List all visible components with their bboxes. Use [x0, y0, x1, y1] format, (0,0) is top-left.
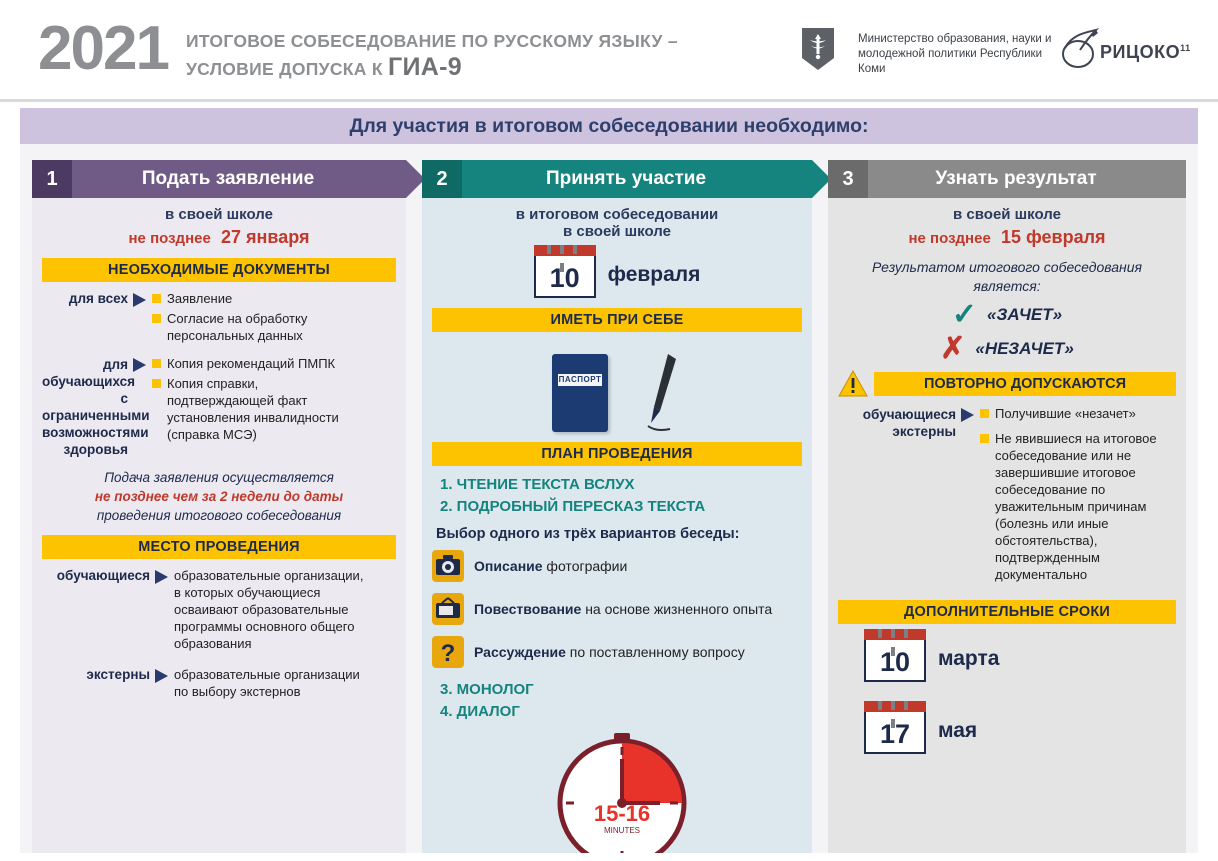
ricoko-label: РИЦОКО$^{11}$	[1100, 42, 1191, 62]
chevron-right-icon	[133, 293, 146, 307]
col3-retake-group	[838, 405, 1176, 586]
col1-note: Подача заявления осуществляется не позднее чем за 2 недели до даты проведения итогового собеседования	[94, 470, 344, 523]
col3-retake-items: Получившие «незачет» Не явившиеся на итоговое собеседование или не завершившие итоговое собеседование по уважительным причинам (болезнь или иные обстоятельства), подтвержденным документально	[980, 405, 1175, 586]
col1-group-all-items: Заявление Согласие на обработку персональных данных	[152, 290, 367, 347]
col3-extra-dates	[838, 636, 1176, 754]
bullet-square-icon	[980, 409, 989, 418]
col2-date-day: 10	[549, 263, 580, 293]
col3-verdict-fail	[838, 332, 1176, 365]
col2-option-description-text: Описание фотографии	[474, 558, 628, 574]
year-title: 2021	[38, 14, 168, 83]
header-divider	[0, 99, 1218, 102]
column-3-header	[828, 160, 1186, 198]
column-1	[32, 160, 406, 853]
clock-minutes-label: 15-16	[593, 801, 651, 826]
col2-plan-header: ПЛАН ПРОВЕДЕНИЯ	[432, 442, 802, 466]
question-icon	[432, 636, 464, 668]
col3-retake-header-row	[838, 370, 1176, 397]
col2-date	[432, 252, 802, 298]
col2-choose-header: Выбор одного из трёх вариантов беседы:	[436, 526, 740, 542]
cross-icon: ✗	[940, 332, 966, 365]
col3-extra-date-2-month: мая	[938, 719, 978, 742]
col2-option-narration-text: Повествование на основе жизненного опыта	[474, 601, 773, 617]
col2-plan-item-1: 1. ЧТЕНИЕ ТЕКСТА ВСЛУХ	[440, 476, 635, 493]
col1-place-students	[42, 567, 396, 652]
col2-option-narration	[432, 593, 802, 625]
col1-place-externs-label: экстерны	[86, 667, 150, 682]
col3-extra-date-1-month: марта	[938, 647, 1000, 670]
col2-bring-header: ИМЕТЬ ПРИ СЕБЕ	[432, 308, 802, 332]
banner-title: Для участия в итоговом собеседовании необходимо:	[20, 108, 1198, 144]
col1-place-students-label: обучающиеся	[56, 568, 150, 583]
col2-plan-tail	[432, 679, 802, 723]
col1-group-all	[42, 290, 396, 347]
column-3	[828, 160, 1186, 853]
col3-verdict-pass-label: «ЗАЧЕТ»	[987, 305, 1063, 324]
bullet-square-icon	[152, 294, 161, 303]
col3-extra-date-2	[864, 708, 1176, 754]
col1-group-ovz-items: Копия рекомендаций ПМПК Копия справки, подтверждающей факт установления инвалидности (справка МСЭ)	[152, 355, 367, 458]
col3-result-note: Результатом итогового собеседования является:	[871, 259, 1143, 294]
infographic-body	[20, 108, 1198, 853]
tv-icon	[432, 593, 464, 625]
header-subtitle	[186, 28, 746, 82]
coat-of-arms-icon	[800, 26, 836, 72]
col3-verdict-pass	[838, 298, 1176, 331]
camera-icon	[432, 550, 464, 582]
calendar-icon	[534, 252, 596, 298]
calendar-icon	[864, 636, 926, 682]
col3-deadline-value: 15 февраля	[1000, 227, 1106, 247]
ricoko-logo	[1058, 28, 1191, 76]
col2-option-description	[432, 550, 802, 582]
col3-place: в своей школе	[953, 206, 1061, 223]
col3-retake-header: ПОВТОРНО ДОПУСКАЮТСЯ	[874, 372, 1176, 396]
col2-date-month: февраля	[607, 263, 701, 286]
column-2-header	[422, 160, 812, 198]
column-3-body	[828, 198, 1186, 853]
chevron-right-icon	[155, 669, 168, 683]
svg-text:?: ?	[440, 640, 456, 667]
col1-deadline: не позднее 27 января	[128, 227, 310, 247]
col2-plan-item-4: 4. ДИАЛОГ	[440, 703, 520, 720]
col2-option-reasoning	[432, 636, 802, 668]
check-icon: ✓	[951, 298, 978, 331]
bullet-square-icon	[152, 359, 161, 368]
column-2-body	[422, 198, 812, 853]
col1-note-emphasis: не позднее чем за 2 недели до даты	[94, 489, 344, 504]
header-subtitle-line2: УСЛОВИЕ ДОПУСКА К	[186, 59, 389, 79]
ministry-name: Министерство образования, науки и молодежной политики Республики Коми	[858, 33, 1052, 75]
col1-group-ovz	[42, 355, 396, 458]
col3-verdict-fail-label: «НЕЗАЧЕТ»	[975, 339, 1074, 358]
bullet-square-icon	[152, 314, 161, 323]
page-header	[0, 0, 1218, 100]
col2-option-reasoning-text: Рассуждение по поставленному вопросу	[474, 644, 745, 660]
bullet-square-icon	[980, 434, 989, 443]
col1-place: в своей школе	[165, 206, 273, 223]
col2-plan-item-2: 2. ПОДРОБНЫЙ ПЕРЕСКАЗ ТЕКСТА	[440, 498, 706, 515]
col3-extra-header: ДОПОЛНИТЕЛЬНЫЕ СРОКИ	[838, 600, 1176, 624]
clock-units-label: MINUTES	[604, 826, 640, 835]
col2-plan-list	[432, 474, 802, 518]
column-3-title: Узнать результат	[868, 160, 1186, 198]
chevron-right-icon	[961, 408, 974, 422]
col1-docs-header: НЕОБХОДИМЫЕ ДОКУМЕНТЫ	[42, 258, 396, 282]
col2-plan-item-3: 3. МОНОЛОГ	[440, 681, 534, 698]
warning-icon	[838, 370, 868, 397]
col1-place-header: МЕСТО ПРОВЕДЕНИЯ	[42, 535, 396, 559]
col1-group-ovz-label: для обучающихся с ограниченными возможностями здоровья	[42, 357, 150, 457]
column-1-title: Подать заявление	[72, 160, 406, 198]
col3-retake-label: обучающиеся экстерны	[862, 407, 956, 439]
column-3-number: 3	[828, 160, 868, 198]
column-2	[422, 160, 812, 853]
header-gia-label: ГИА-9	[388, 53, 462, 81]
col2-clock	[432, 725, 802, 853]
col2-bring-items	[432, 340, 802, 432]
col3-extra-date-1-day: 10	[879, 647, 911, 677]
column-1-number: 1	[32, 160, 72, 198]
col2-where-line2: в своей школе	[563, 223, 671, 240]
col1-group-all-label: для всех	[68, 291, 128, 306]
col1-place-externs	[42, 666, 396, 700]
col3-extra-date-1	[864, 636, 1176, 682]
column-2-number: 2	[422, 160, 462, 198]
column-1-body	[32, 198, 406, 853]
column-2-title: Принять участие	[462, 160, 812, 198]
col2-where-line1: в итоговом собеседовании	[515, 206, 719, 223]
column-1-header	[32, 160, 406, 198]
bullet-square-icon	[152, 379, 161, 388]
col1-place-externs-text: образовательные организации по выбору экстернов	[174, 667, 360, 699]
ricoko-superscript: 11	[1180, 43, 1191, 53]
chevron-right-icon	[155, 570, 168, 584]
pen-icon	[642, 352, 682, 432]
col3-extra-date-2-day: 17	[879, 719, 911, 749]
chevron-right-icon	[133, 358, 146, 372]
col1-deadline-value: 27 января	[221, 227, 310, 247]
passport-label: ПАСПОРТ	[558, 375, 602, 384]
col1-place-students-text: образовательные организации, в которых обучающиеся осваивают образовательные программы основного общего образования	[174, 568, 364, 651]
calendar-icon	[864, 708, 926, 754]
col3-deadline: не позднее 15 февраля	[908, 227, 1106, 247]
passport-icon	[552, 354, 608, 432]
header-subtitle-line1: ИТОГОВОЕ СОБЕСЕДОВАНИЕ ПО РУССКОМУ ЯЗЫКУ –	[186, 31, 678, 51]
